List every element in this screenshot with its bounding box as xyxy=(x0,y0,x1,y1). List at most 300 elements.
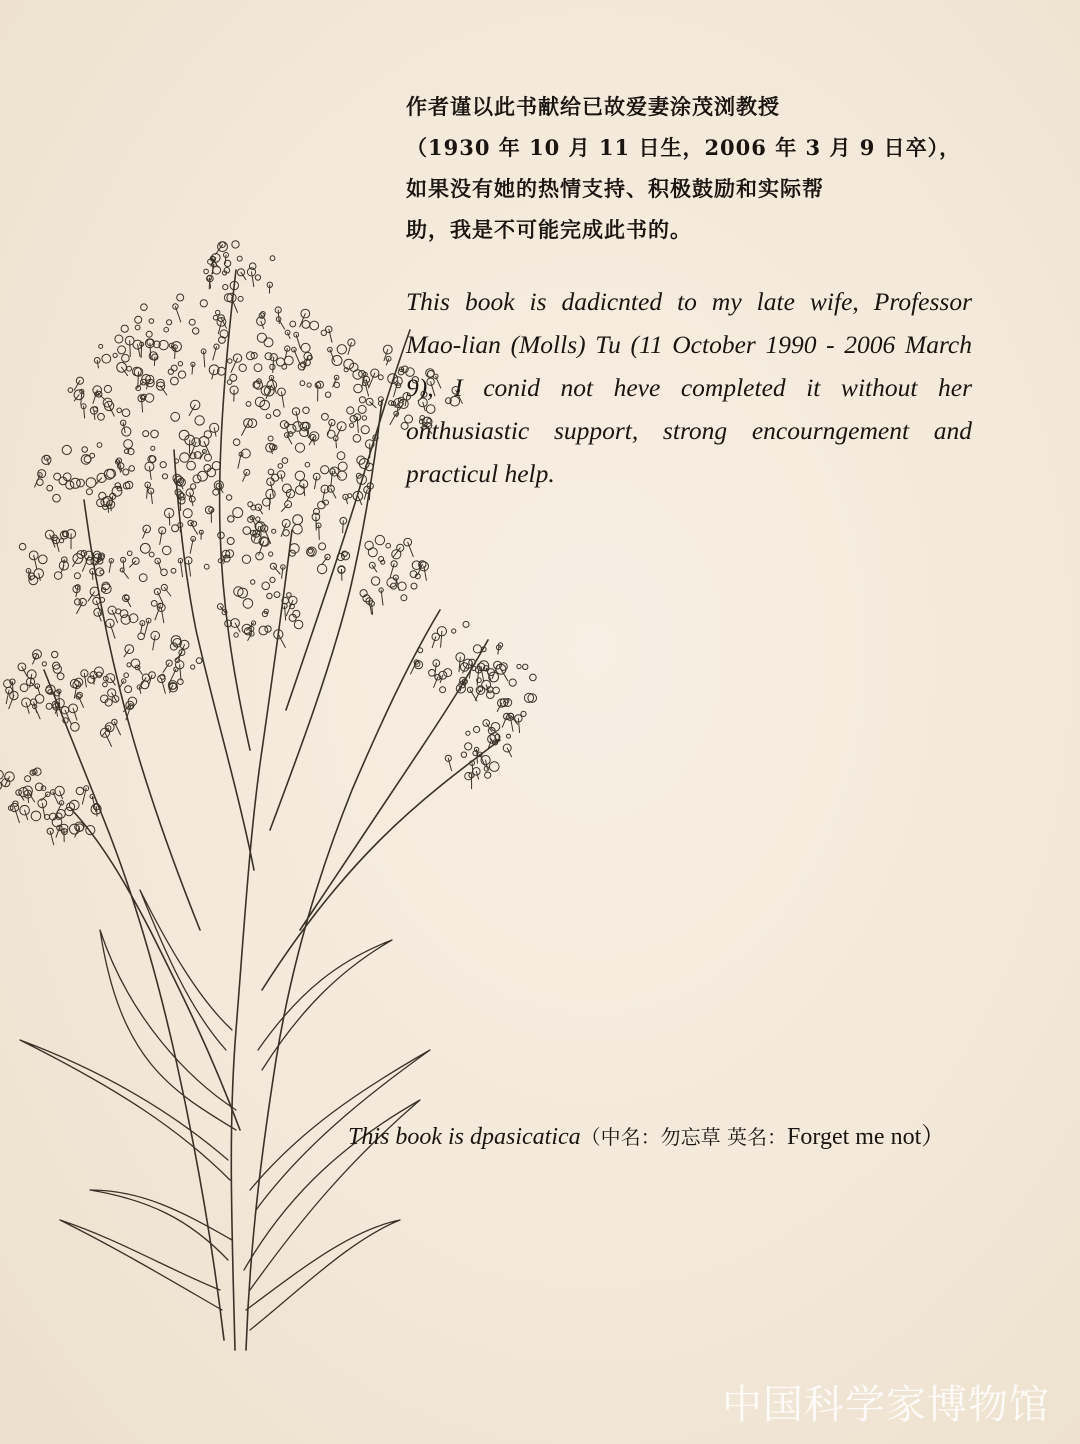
flower-blossom xyxy=(86,478,96,488)
flower-blossom xyxy=(517,664,521,668)
flower-blossom xyxy=(37,479,44,486)
flower-stalk xyxy=(153,636,156,650)
flower-blossom xyxy=(490,762,500,772)
forget-me-not-illustration xyxy=(0,230,580,1360)
flower-stalk xyxy=(501,669,508,681)
flower-blossom xyxy=(194,452,201,459)
flower-blossom xyxy=(318,501,326,509)
flower-blossom xyxy=(20,684,28,692)
flower-blossom xyxy=(421,391,427,397)
flower-blossom xyxy=(264,338,273,347)
flower-stalk xyxy=(175,307,180,323)
flower-blossom xyxy=(465,773,472,780)
flower-blossom xyxy=(187,461,196,470)
flower-stalk xyxy=(147,485,148,498)
chinese-dedication-line: （1930 年 10 月 11 日生，2006 年 3 月 9 日卒）， xyxy=(406,135,962,160)
flower-blossom xyxy=(193,475,201,483)
flower-stalk xyxy=(216,245,223,255)
flower-stalk xyxy=(84,406,85,418)
flower-stalk xyxy=(188,561,190,577)
flower-blossom xyxy=(361,426,369,434)
flower-blossom xyxy=(149,552,154,557)
flower-blossom xyxy=(523,664,528,669)
plant-stems xyxy=(44,270,500,1350)
flower-blossom xyxy=(302,321,310,329)
flower-blossom xyxy=(246,352,254,360)
flower-blossom xyxy=(296,486,305,495)
flower-blossom xyxy=(242,624,251,633)
flower-blossom xyxy=(213,489,219,495)
flower-blossom xyxy=(278,464,283,469)
flower-blossom xyxy=(71,723,80,732)
flower-blossom xyxy=(183,509,192,518)
flower-blossom xyxy=(151,430,159,438)
flower-blossom xyxy=(227,538,234,545)
flower-stalk xyxy=(26,703,29,714)
flower-blossom xyxy=(237,256,242,261)
flower-stalk xyxy=(313,437,314,444)
caption-english-name: Forget me not） xyxy=(787,1124,946,1150)
flower-blossom xyxy=(269,552,273,556)
flower-blossom xyxy=(493,687,500,694)
flower-stalk xyxy=(357,417,358,432)
flower-blossom xyxy=(170,643,177,650)
flower-blossom xyxy=(310,321,319,330)
flower-blossom xyxy=(303,407,309,413)
flower-blossom xyxy=(47,485,53,491)
flower-blossom xyxy=(102,354,111,363)
flower-stalk xyxy=(431,382,435,396)
flower-stalk xyxy=(169,669,176,684)
flower-stalk xyxy=(209,279,210,289)
flower-blossom xyxy=(124,673,129,678)
flower-blossom xyxy=(334,382,339,387)
chinese-dedication-line: 作者谨以此书献给已故爱妻涂茂浏教授 xyxy=(406,94,780,119)
flower-stalk xyxy=(243,472,247,481)
flower-blossom xyxy=(191,665,195,669)
flower-stalk xyxy=(161,608,164,623)
flower-blossom xyxy=(145,394,154,403)
flower-stalk xyxy=(151,491,153,504)
flower-blossom xyxy=(255,275,260,280)
flower-blossom xyxy=(287,593,292,598)
english-dedication-line: 9), I conid not heve completed it without her xyxy=(406,373,972,402)
flower-blossom xyxy=(282,364,287,369)
flower-blossom xyxy=(160,462,166,468)
flower-blossom xyxy=(301,343,310,352)
flower-blossom xyxy=(141,304,148,311)
flower-stalk xyxy=(138,345,141,357)
flower-stalk xyxy=(364,490,367,499)
flower-blossom xyxy=(337,345,346,354)
flower-stalk xyxy=(84,673,86,687)
flower-blossom xyxy=(117,408,122,413)
flower-stalk xyxy=(169,513,170,525)
flower-blossom xyxy=(74,573,80,579)
flower-blossom xyxy=(118,346,126,354)
flower-blossom xyxy=(234,633,238,637)
flower-blossom xyxy=(135,316,142,323)
flower-blossom xyxy=(337,452,345,460)
flower-blossom xyxy=(293,515,303,525)
flower-blossom xyxy=(19,543,26,550)
flower-blossom xyxy=(151,601,157,607)
flower-blossom xyxy=(135,325,140,330)
flower-stalk xyxy=(294,350,301,366)
flower-blossom xyxy=(189,319,195,325)
flower-stalk xyxy=(331,489,336,498)
flower-blossom xyxy=(270,364,275,369)
flower-blossom xyxy=(350,423,354,427)
flower-stalk xyxy=(518,718,519,732)
flower-stalk xyxy=(346,497,348,504)
flower-stalk xyxy=(424,566,427,580)
flower-stalk xyxy=(82,788,86,804)
flower-stalk xyxy=(39,574,41,581)
flower-blossom xyxy=(444,669,452,677)
flower-blossom xyxy=(60,539,64,543)
flower-blossom xyxy=(319,543,326,550)
flower-stalk xyxy=(278,634,285,647)
flower-stalk xyxy=(97,360,98,368)
flower-blossom xyxy=(200,300,207,307)
flower-blossom xyxy=(272,529,276,533)
flower-blossom xyxy=(427,371,434,378)
flower-blossom xyxy=(347,407,354,414)
flower-blossom xyxy=(171,377,179,385)
flower-stalk xyxy=(22,667,27,676)
flower-blossom xyxy=(412,377,418,383)
flower-blossom xyxy=(39,555,48,564)
flower-blossom xyxy=(171,568,176,573)
flower-stalk xyxy=(279,319,285,329)
flower-blossom xyxy=(239,364,246,371)
flower-blossom xyxy=(251,580,255,584)
flower-blossom xyxy=(344,359,354,369)
flower-blossom xyxy=(232,241,239,248)
flower-blossom xyxy=(228,359,232,363)
flower-blossom xyxy=(274,592,280,598)
flower-blossom xyxy=(257,333,266,342)
chinese-dedication-text xyxy=(406,86,976,250)
flower-blossom xyxy=(293,524,303,534)
flower-blossom xyxy=(98,413,105,420)
flower-blossom xyxy=(267,593,272,598)
flower-blossom xyxy=(191,521,196,526)
flower-blossom xyxy=(485,772,491,778)
flower-stalk xyxy=(179,481,183,489)
flower-blossom xyxy=(358,405,366,413)
flower-blossom xyxy=(254,364,262,372)
flower-blossom xyxy=(509,679,516,686)
flower-blossom xyxy=(146,331,152,337)
flower-blossom xyxy=(178,679,184,685)
flower-blossom xyxy=(25,776,31,782)
flower-blossom xyxy=(491,723,500,732)
flower-blossom xyxy=(127,551,132,556)
flower-stalk xyxy=(114,722,120,735)
flower-blossom xyxy=(386,543,391,548)
flower-blossom xyxy=(161,569,168,576)
flower-blossom xyxy=(401,422,408,429)
flower-blossom xyxy=(322,413,329,420)
flower-blossom xyxy=(461,752,466,757)
flower-blossom xyxy=(104,385,111,392)
flower-stalk xyxy=(97,807,98,816)
flower-blossom xyxy=(228,516,234,522)
flower-blossom xyxy=(143,431,149,437)
flower-blossom xyxy=(368,548,377,557)
flower-blossom xyxy=(65,807,73,815)
flower-blossom xyxy=(198,471,208,481)
flower-blossom xyxy=(120,610,128,618)
flower-blossom xyxy=(378,375,383,380)
flower-stalk xyxy=(319,525,320,539)
flower-blossom xyxy=(227,380,232,385)
flower-blossom xyxy=(521,711,526,716)
flower-blossom xyxy=(193,328,199,334)
flower-blossom xyxy=(115,335,123,343)
flower-blossom xyxy=(266,414,271,419)
flower-stalk xyxy=(105,733,112,747)
flower-blossom xyxy=(53,494,61,502)
flower-stalk xyxy=(35,707,40,719)
flower-blossom xyxy=(429,670,436,677)
museum-watermark: 中国科学家博物馆 xyxy=(722,1382,1050,1428)
flower-stalk xyxy=(94,411,95,420)
flower-blossom xyxy=(127,663,131,667)
flower-blossom xyxy=(294,620,303,629)
flower-stalk xyxy=(122,570,128,578)
flower-blossom xyxy=(226,495,231,500)
flower-blossom xyxy=(426,405,435,414)
flower-stalk xyxy=(441,631,442,647)
flower-stalk xyxy=(315,477,317,489)
flower-blossom xyxy=(268,436,273,441)
flower-blossom xyxy=(466,731,470,735)
english-dedication-line: Mao-lian (Molls) Tu (11 October 1990 - 2006 March xyxy=(406,330,972,359)
flower-blossom xyxy=(295,443,304,452)
flower-blossom xyxy=(452,629,456,633)
flower-blossom xyxy=(86,489,92,495)
flower-stalk xyxy=(149,467,151,480)
flower-blossom xyxy=(418,648,423,653)
flower-blossom xyxy=(353,370,362,379)
flower-stalk xyxy=(142,398,143,412)
flower-blossom xyxy=(223,285,228,290)
flower-stalk xyxy=(225,255,226,263)
flower-blossom xyxy=(371,577,379,585)
flower-stalk xyxy=(180,495,181,511)
flower-blossom xyxy=(308,549,312,553)
plant-flower-clusters xyxy=(0,241,537,845)
flower-blossom xyxy=(233,439,240,446)
flower-stalk xyxy=(418,565,423,575)
flower-blossom xyxy=(290,321,296,327)
flower-blossom xyxy=(196,658,202,664)
flower-blossom xyxy=(262,611,267,616)
flower-blossom xyxy=(265,353,272,360)
flower-blossom xyxy=(463,621,469,627)
flower-blossom xyxy=(178,371,185,378)
flower-blossom xyxy=(307,383,311,387)
flower-blossom xyxy=(205,454,212,461)
flower-blossom xyxy=(67,803,75,811)
flower-blossom xyxy=(84,456,91,463)
flower-blossom xyxy=(530,674,537,681)
flower-blossom xyxy=(204,564,209,569)
flower-stalk xyxy=(390,414,396,425)
flower-blossom xyxy=(272,474,279,481)
flower-blossom xyxy=(243,527,251,535)
flower-blossom xyxy=(171,412,180,421)
flower-blossom xyxy=(167,320,172,325)
flower-blossom xyxy=(42,662,46,666)
flower-stalk xyxy=(123,560,124,569)
flower-blossom xyxy=(325,392,330,397)
flower-blossom xyxy=(149,319,154,324)
flower-blossom xyxy=(113,353,117,357)
flower-blossom xyxy=(122,354,130,362)
flower-blossom xyxy=(129,466,135,472)
flower-blossom xyxy=(243,599,253,609)
flower-blossom xyxy=(484,766,489,771)
flower-blossom xyxy=(75,599,81,605)
flower-blossom xyxy=(249,263,256,270)
flower-blossom xyxy=(52,651,58,657)
flower-stalk xyxy=(130,341,131,357)
flower-blossom xyxy=(353,435,361,443)
flower-stalk xyxy=(154,357,155,366)
flower-blossom xyxy=(171,365,177,371)
flower-blossom xyxy=(321,466,329,474)
flower-blossom xyxy=(162,474,167,479)
flower-blossom xyxy=(151,446,155,450)
flower-blossom xyxy=(268,469,274,475)
flower-stalk xyxy=(282,392,285,407)
flower-stalk xyxy=(336,438,337,448)
flower-blossom xyxy=(0,770,3,779)
flower-blossom xyxy=(401,595,407,601)
flower-blossom xyxy=(31,811,41,821)
flower-stalk xyxy=(189,405,195,416)
flower-stalk xyxy=(273,357,274,372)
flower-blossom xyxy=(66,481,74,489)
flower-blossom xyxy=(411,583,417,589)
flower-stalk xyxy=(15,808,20,823)
flower-blossom xyxy=(177,294,184,301)
caption-chinese-text: （中名：勿忘草 英名： xyxy=(580,1125,788,1149)
flower-blossom xyxy=(103,682,108,687)
flower-stalk xyxy=(238,454,241,468)
flower-blossom xyxy=(375,535,384,544)
flower-blossom xyxy=(125,686,132,693)
flower-stalk xyxy=(281,475,282,482)
flower-blossom xyxy=(86,826,95,835)
english-dedication-line: onthusiastic support, strong encourngement and xyxy=(406,416,972,445)
flower-blossom xyxy=(263,498,271,506)
flower-stalk xyxy=(180,665,181,680)
flower-blossom xyxy=(273,410,280,417)
illustration-caption xyxy=(348,1116,945,1151)
flower-blossom xyxy=(474,726,480,732)
flower-blossom xyxy=(387,578,396,587)
flower-stalk xyxy=(296,335,300,349)
flower-blossom xyxy=(138,633,145,640)
flower-blossom xyxy=(242,555,250,563)
flower-blossom xyxy=(354,384,363,393)
flower-blossom xyxy=(359,397,365,403)
chinese-dedication-line: 助，我是不可能完成此书的。 xyxy=(406,217,692,242)
flower-stalk xyxy=(138,372,139,387)
flower-blossom xyxy=(233,508,243,518)
flower-stalk xyxy=(304,484,305,496)
flower-blossom xyxy=(350,416,357,423)
flower-blossom xyxy=(290,544,300,554)
flower-blossom xyxy=(300,381,305,386)
flower-stalk xyxy=(459,657,460,672)
flower-blossom xyxy=(507,734,511,738)
flower-blossom xyxy=(270,577,275,582)
flower-blossom xyxy=(180,453,190,463)
flower-blossom xyxy=(164,327,169,332)
flower-blossom xyxy=(238,296,243,301)
flower-blossom xyxy=(282,458,288,464)
flower-blossom xyxy=(465,743,472,750)
flower-stalk xyxy=(30,674,32,687)
flower-blossom xyxy=(178,362,182,366)
plant-leaves xyxy=(20,890,430,1330)
flower-blossom xyxy=(191,484,196,489)
flower-blossom xyxy=(256,517,260,521)
flower-blossom xyxy=(54,572,62,580)
flower-blossom xyxy=(123,469,129,475)
flower-stalk xyxy=(242,423,248,435)
flower-blossom xyxy=(362,416,366,420)
flower-blossom xyxy=(440,687,446,693)
flower-stalk xyxy=(34,555,37,568)
flower-blossom xyxy=(246,402,251,407)
flower-stalk xyxy=(252,272,254,287)
chinese-dedication-line: 如果没有她的热情支持、积极鼓励和实际帮 xyxy=(406,176,824,201)
flower-blossom xyxy=(76,787,83,794)
flower-blossom xyxy=(162,546,171,555)
flower-stalk xyxy=(73,708,77,720)
flower-blossom xyxy=(270,256,275,261)
english-dedication-line: This book is dadicnted to my late wife, Professor xyxy=(406,287,972,316)
flower-blossom xyxy=(122,409,130,417)
flower-stalk xyxy=(498,647,499,654)
flower-blossom xyxy=(99,344,103,348)
flower-blossom xyxy=(68,388,73,393)
flower-stalk xyxy=(108,501,109,512)
flower-blossom xyxy=(405,415,413,423)
flower-stalk xyxy=(343,521,344,533)
flower-blossom xyxy=(97,443,102,448)
flower-blossom xyxy=(204,269,209,274)
flower-stalk xyxy=(436,376,441,388)
flower-blossom xyxy=(62,445,71,454)
flower-blossom xyxy=(262,582,270,590)
flower-blossom xyxy=(122,427,131,436)
flower-stalk xyxy=(28,794,29,802)
flower-blossom xyxy=(213,315,218,320)
flower-blossom xyxy=(295,471,304,480)
caption-italic-text: This book is dpasicatica xyxy=(348,1124,581,1150)
flower-blossom xyxy=(259,626,268,635)
english-dedication-line: practicul help. xyxy=(406,459,555,488)
flower-blossom xyxy=(332,356,342,366)
